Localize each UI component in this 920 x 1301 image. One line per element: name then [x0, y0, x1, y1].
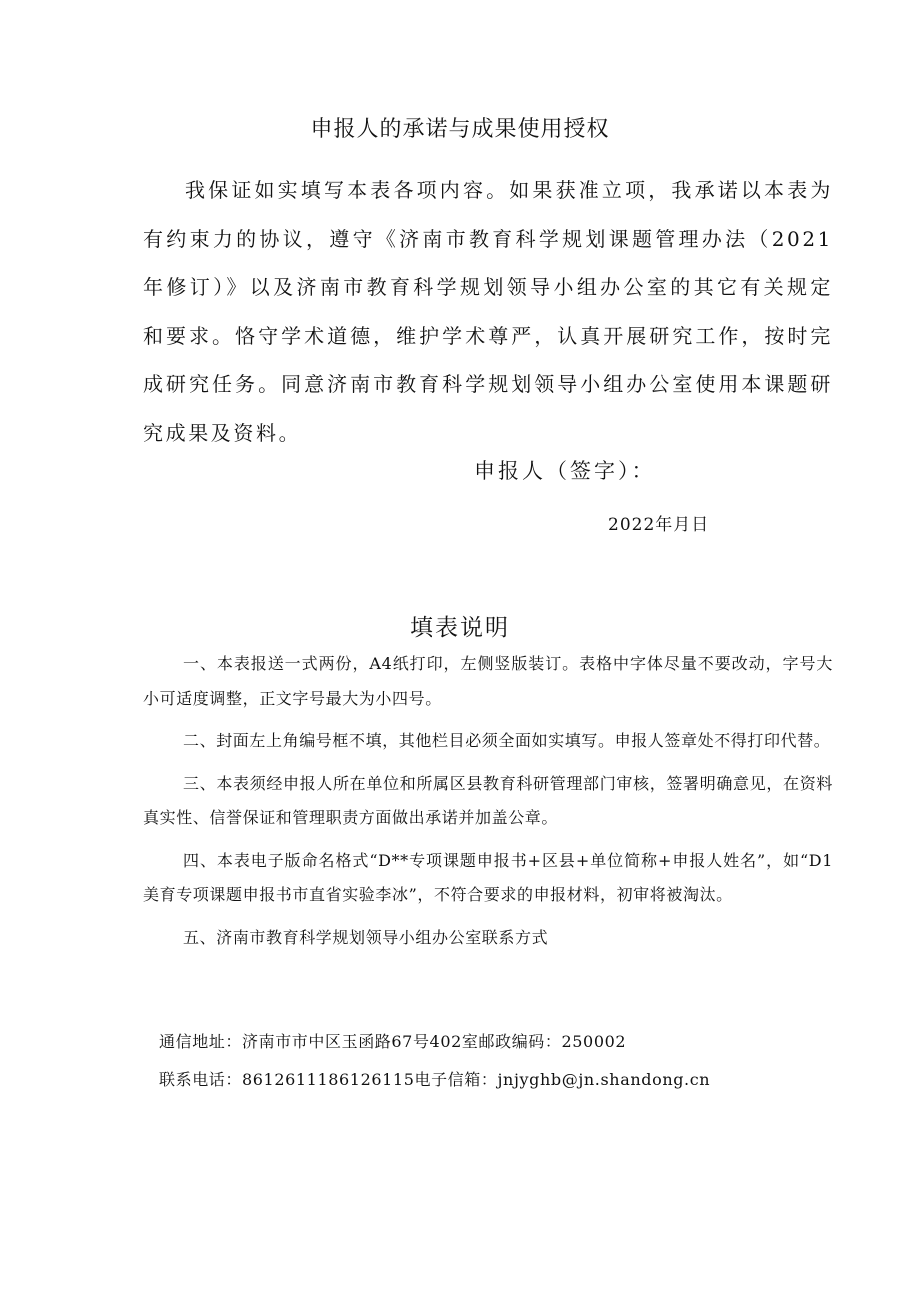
commitment-title: 申报人的承诺与成果使用授权 — [310, 117, 610, 142]
contact-phone-email: 联系电话：8612611186126115电子信箱：jnjyghb@jn.shandong.cn — [159, 1070, 711, 1089]
instruction-item-2: 二、封面左上角编号框不填，其他栏目必须全面如实填写。申报人签章处不得打印代替。 — [183, 731, 831, 750]
instructions-list — [143, 647, 833, 963]
instruction-item-1: 一、本表报送一式两份，A4纸打印，左侧竖版装订。表格中字体尽量不要改动，字号大小可适度调整，正文字号最大为小四号。 — [143, 654, 833, 708]
instruction-item-3: 三、本表须经申报人所在单位和所属区县教育科研管理部门审核，签署明确意见，在资料真实性、信誉保证和管理职责方面做出承诺并加盖公章。 — [143, 773, 833, 827]
contact-address: 通信地址：济南市市中区玉函路67号402室邮政编码：250002 — [159, 1032, 627, 1051]
signature-date: 2022年月日 — [608, 515, 710, 535]
instruction-item-4: 四、本表电子版命名格式“D**专项课题申报书+区县+单位简称+申报人姓名”，如“D1美育专项课题申报书市直省实验李冰”，不符合要求的申报材料，初审将被淘汰。 — [143, 850, 833, 904]
instruction-item-5: 五、济南市教育科学规划领导小组办公室联系方式 — [183, 927, 549, 947]
commitment-body: 我保证如实填写本表各项内容。如果获准立项，我承诺以本表为有约束力的协议，遵守《济南市教育科学规划课题管理办法（2021年修订）》以及济南市教育科学规划领导小组办公室的其它有关规定和要求。恪守学术道德，维护学术尊严，认真开展研究工作，按时完成研究任务。同意济南市教育科学规划领导小组办公室使用本课题研究成果及资料。 — [143, 178, 833, 445]
instructions-title: 填表说明 — [410, 615, 510, 641]
signature-label: 申报人（签字）： — [474, 459, 656, 483]
